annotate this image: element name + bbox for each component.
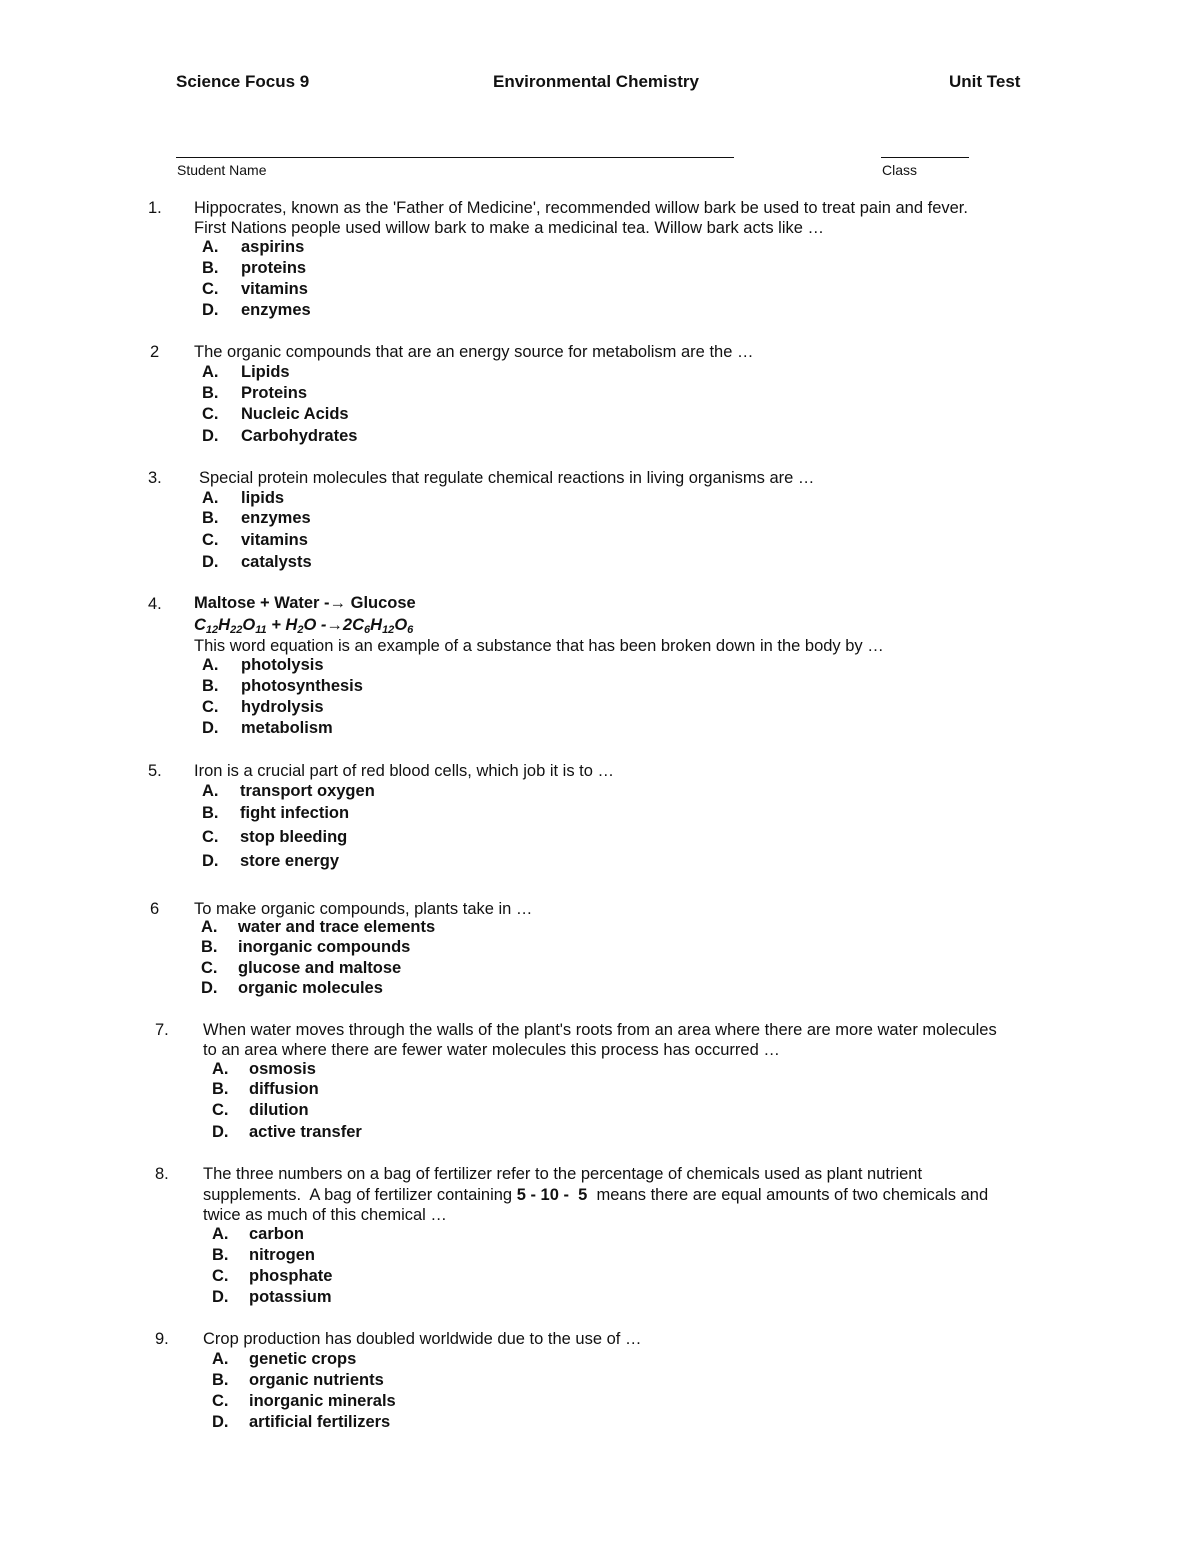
class-line[interactable] [881, 157, 969, 158]
question-text: This word equation is an example of a substance that has been broken down in the body by … [194, 637, 884, 655]
option-a[interactable]: carbon [249, 1225, 305, 1243]
subscript: 6 [407, 624, 414, 636]
element-symbol: H [370, 616, 383, 634]
subscript: 6 [364, 624, 371, 636]
option-a[interactable]: Lipids [241, 363, 290, 381]
option-a[interactable]: osmosis [249, 1060, 316, 1078]
text-segment: supplements. A bag of fertilizer containing [203, 1186, 517, 1204]
option-a[interactable]: water and trace elements [238, 918, 436, 936]
student-name-label: Student Name [177, 162, 267, 178]
option-b-letter: B. [212, 1080, 229, 1098]
option-c-letter: C. [202, 698, 219, 716]
question-text-line2: First Nations people used willow bark to make a medicinal tea. Willow bark acts like … [194, 219, 824, 237]
chemical-equation [194, 616, 413, 636]
option-b[interactable]: Proteins [241, 384, 308, 402]
question-text: Special protein molecules that regulate chemical reactions in living organisms are … [199, 469, 815, 487]
option-b-letter: B. [212, 1246, 229, 1264]
option-c[interactable]: dilution [249, 1101, 309, 1119]
option-a[interactable]: genetic crops [249, 1350, 357, 1368]
test-type: Unit Test [949, 72, 1021, 91]
subscript: 2 [297, 624, 304, 636]
option-a-letter: A. [202, 363, 219, 381]
element-symbol: O [242, 616, 256, 634]
option-c[interactable]: stop bleeding [240, 828, 348, 846]
subscript: 12 [205, 624, 219, 636]
text-segment: means there are equal amounts of two chemicals and [587, 1186, 989, 1204]
option-a-letter: A. [212, 1225, 229, 1243]
question-text: Hippocrates, known as the 'Father of Medicine', recommended willow bark be used to treat pain and fever. [194, 199, 968, 217]
option-a-letter: A. [202, 238, 219, 256]
option-c-letter: C. [201, 959, 218, 977]
question-text: When water moves through the walls of the plant's roots from an area where there are more water molecules [203, 1021, 997, 1039]
question-number: 7. [155, 1021, 169, 1039]
option-b-letter: B. [212, 1371, 229, 1389]
element-symbol: O [303, 616, 317, 634]
option-c-letter: C. [212, 1267, 229, 1285]
question-text: To make organic compounds, plants take in … [194, 900, 533, 918]
fertilizer-ratio: 5 - 10 - 5 [516, 1186, 588, 1204]
option-b-letter: B. [202, 677, 219, 695]
option-d-letter: D. [202, 427, 219, 445]
option-d-letter: D. [202, 719, 219, 737]
option-b[interactable]: inorganic compounds [238, 938, 411, 956]
option-c[interactable]: phosphate [249, 1267, 333, 1285]
option-d[interactable]: active transfer [249, 1123, 362, 1141]
option-a-letter: A. [212, 1060, 229, 1078]
element-symbol: H [285, 616, 298, 634]
option-d[interactable]: organic molecules [238, 979, 383, 997]
element-symbol: C [352, 616, 365, 634]
class-label: Class [882, 162, 918, 178]
option-d[interactable]: potassium [249, 1288, 332, 1306]
question-text-line3: twice as much of this chemical … [203, 1206, 447, 1224]
coefficient: 2 [342, 616, 353, 634]
question-number: 5. [148, 762, 162, 780]
option-b[interactable]: photosynthesis [241, 677, 363, 695]
option-c[interactable]: Nucleic Acids [241, 405, 349, 423]
option-c-letter: C. [212, 1101, 229, 1119]
question-number: 1. [148, 199, 162, 217]
option-d[interactable]: enzymes [241, 301, 311, 319]
option-d-letter: D. [212, 1288, 229, 1306]
option-d[interactable]: artificial fertilizers [249, 1413, 391, 1431]
option-c[interactable]: vitamins [241, 531, 308, 549]
option-c-letter: C. [212, 1392, 229, 1410]
option-c[interactable]: glucose and maltose [238, 959, 402, 977]
question-number: 6 [150, 900, 160, 918]
option-b[interactable]: organic nutrients [249, 1371, 384, 1389]
subscript: 22 [230, 624, 243, 636]
reaction-arrow: -→ [316, 616, 343, 634]
question-number: 9. [155, 1330, 169, 1348]
option-b[interactable]: fight infection [240, 804, 350, 822]
question-text: Crop production has doubled worldwide due to the use of … [203, 1330, 642, 1348]
question-number: 4. [148, 595, 162, 613]
option-d[interactable]: store energy [240, 852, 340, 870]
option-b-letter: B. [202, 384, 219, 402]
option-b[interactable]: nitrogen [249, 1246, 315, 1264]
option-c[interactable]: inorganic minerals [249, 1392, 396, 1410]
subscript: 12 [382, 624, 395, 636]
option-a-letter: A. [201, 918, 218, 936]
option-a[interactable]: lipids [241, 489, 285, 507]
option-a-letter: A. [212, 1350, 229, 1368]
option-b[interactable]: diffusion [249, 1080, 319, 1098]
element-symbol: O [394, 616, 408, 634]
word-equation: Maltose + Water -→ Glucose [194, 594, 416, 612]
option-d[interactable]: metabolism [241, 719, 333, 737]
option-a-letter: A. [202, 656, 219, 674]
question-number: 2 [150, 343, 160, 361]
question-number: 3. [148, 469, 162, 487]
option-a-letter: A. [202, 489, 219, 507]
element-symbol: C [194, 616, 206, 634]
option-c[interactable]: hydrolysis [241, 698, 324, 716]
option-b-letter: B. [202, 509, 219, 527]
option-b[interactable]: enzymes [241, 509, 311, 527]
option-b[interactable]: proteins [241, 259, 307, 277]
question-text-line2: to an area where there are fewer water molecules this process has occurred … [203, 1041, 780, 1059]
unit-title: Environmental Chemistry [493, 72, 699, 91]
option-d-letter: D. [202, 553, 219, 571]
element-symbol: H [218, 616, 231, 634]
option-d-letter: D. [201, 979, 218, 997]
option-c-letter: C. [202, 280, 219, 298]
option-d-letter: D. [202, 301, 219, 319]
question-text-line2 [203, 1185, 988, 1206]
course-title: Science Focus 9 [176, 72, 310, 91]
student-name-line[interactable] [176, 157, 734, 158]
option-b-letter: B. [201, 938, 218, 956]
option-a-letter: A. [202, 782, 219, 800]
question-text: The three numbers on a bag of fertilizer refer to the percentage of chemicals used as plant nutrient [203, 1165, 923, 1183]
question-text: The organic compounds that are an energy source for metabolism are the … [194, 343, 754, 361]
question-number: 8. [155, 1165, 169, 1183]
option-d[interactable]: Carbohydrates [241, 427, 358, 445]
question-text: Iron is a crucial part of red blood cells, which job it is to … [194, 762, 615, 780]
option-a[interactable]: aspirins [241, 238, 305, 256]
option-a[interactable]: transport oxygen [240, 782, 375, 800]
option-c-letter: C. [202, 828, 219, 846]
option-a[interactable]: photolysis [241, 656, 324, 674]
plus-sign: + [266, 616, 286, 634]
option-c-letter: C. [202, 405, 219, 423]
option-b-letter: B. [202, 804, 219, 822]
option-c-letter: C. [202, 531, 219, 549]
option-d-letter: D. [202, 852, 219, 870]
option-d-letter: D. [212, 1413, 229, 1431]
option-c[interactable]: vitamins [241, 280, 308, 298]
option-d-letter: D. [212, 1123, 229, 1141]
option-b-letter: B. [202, 259, 219, 277]
subscript: 11 [255, 624, 267, 636]
option-d[interactable]: catalysts [241, 553, 312, 571]
